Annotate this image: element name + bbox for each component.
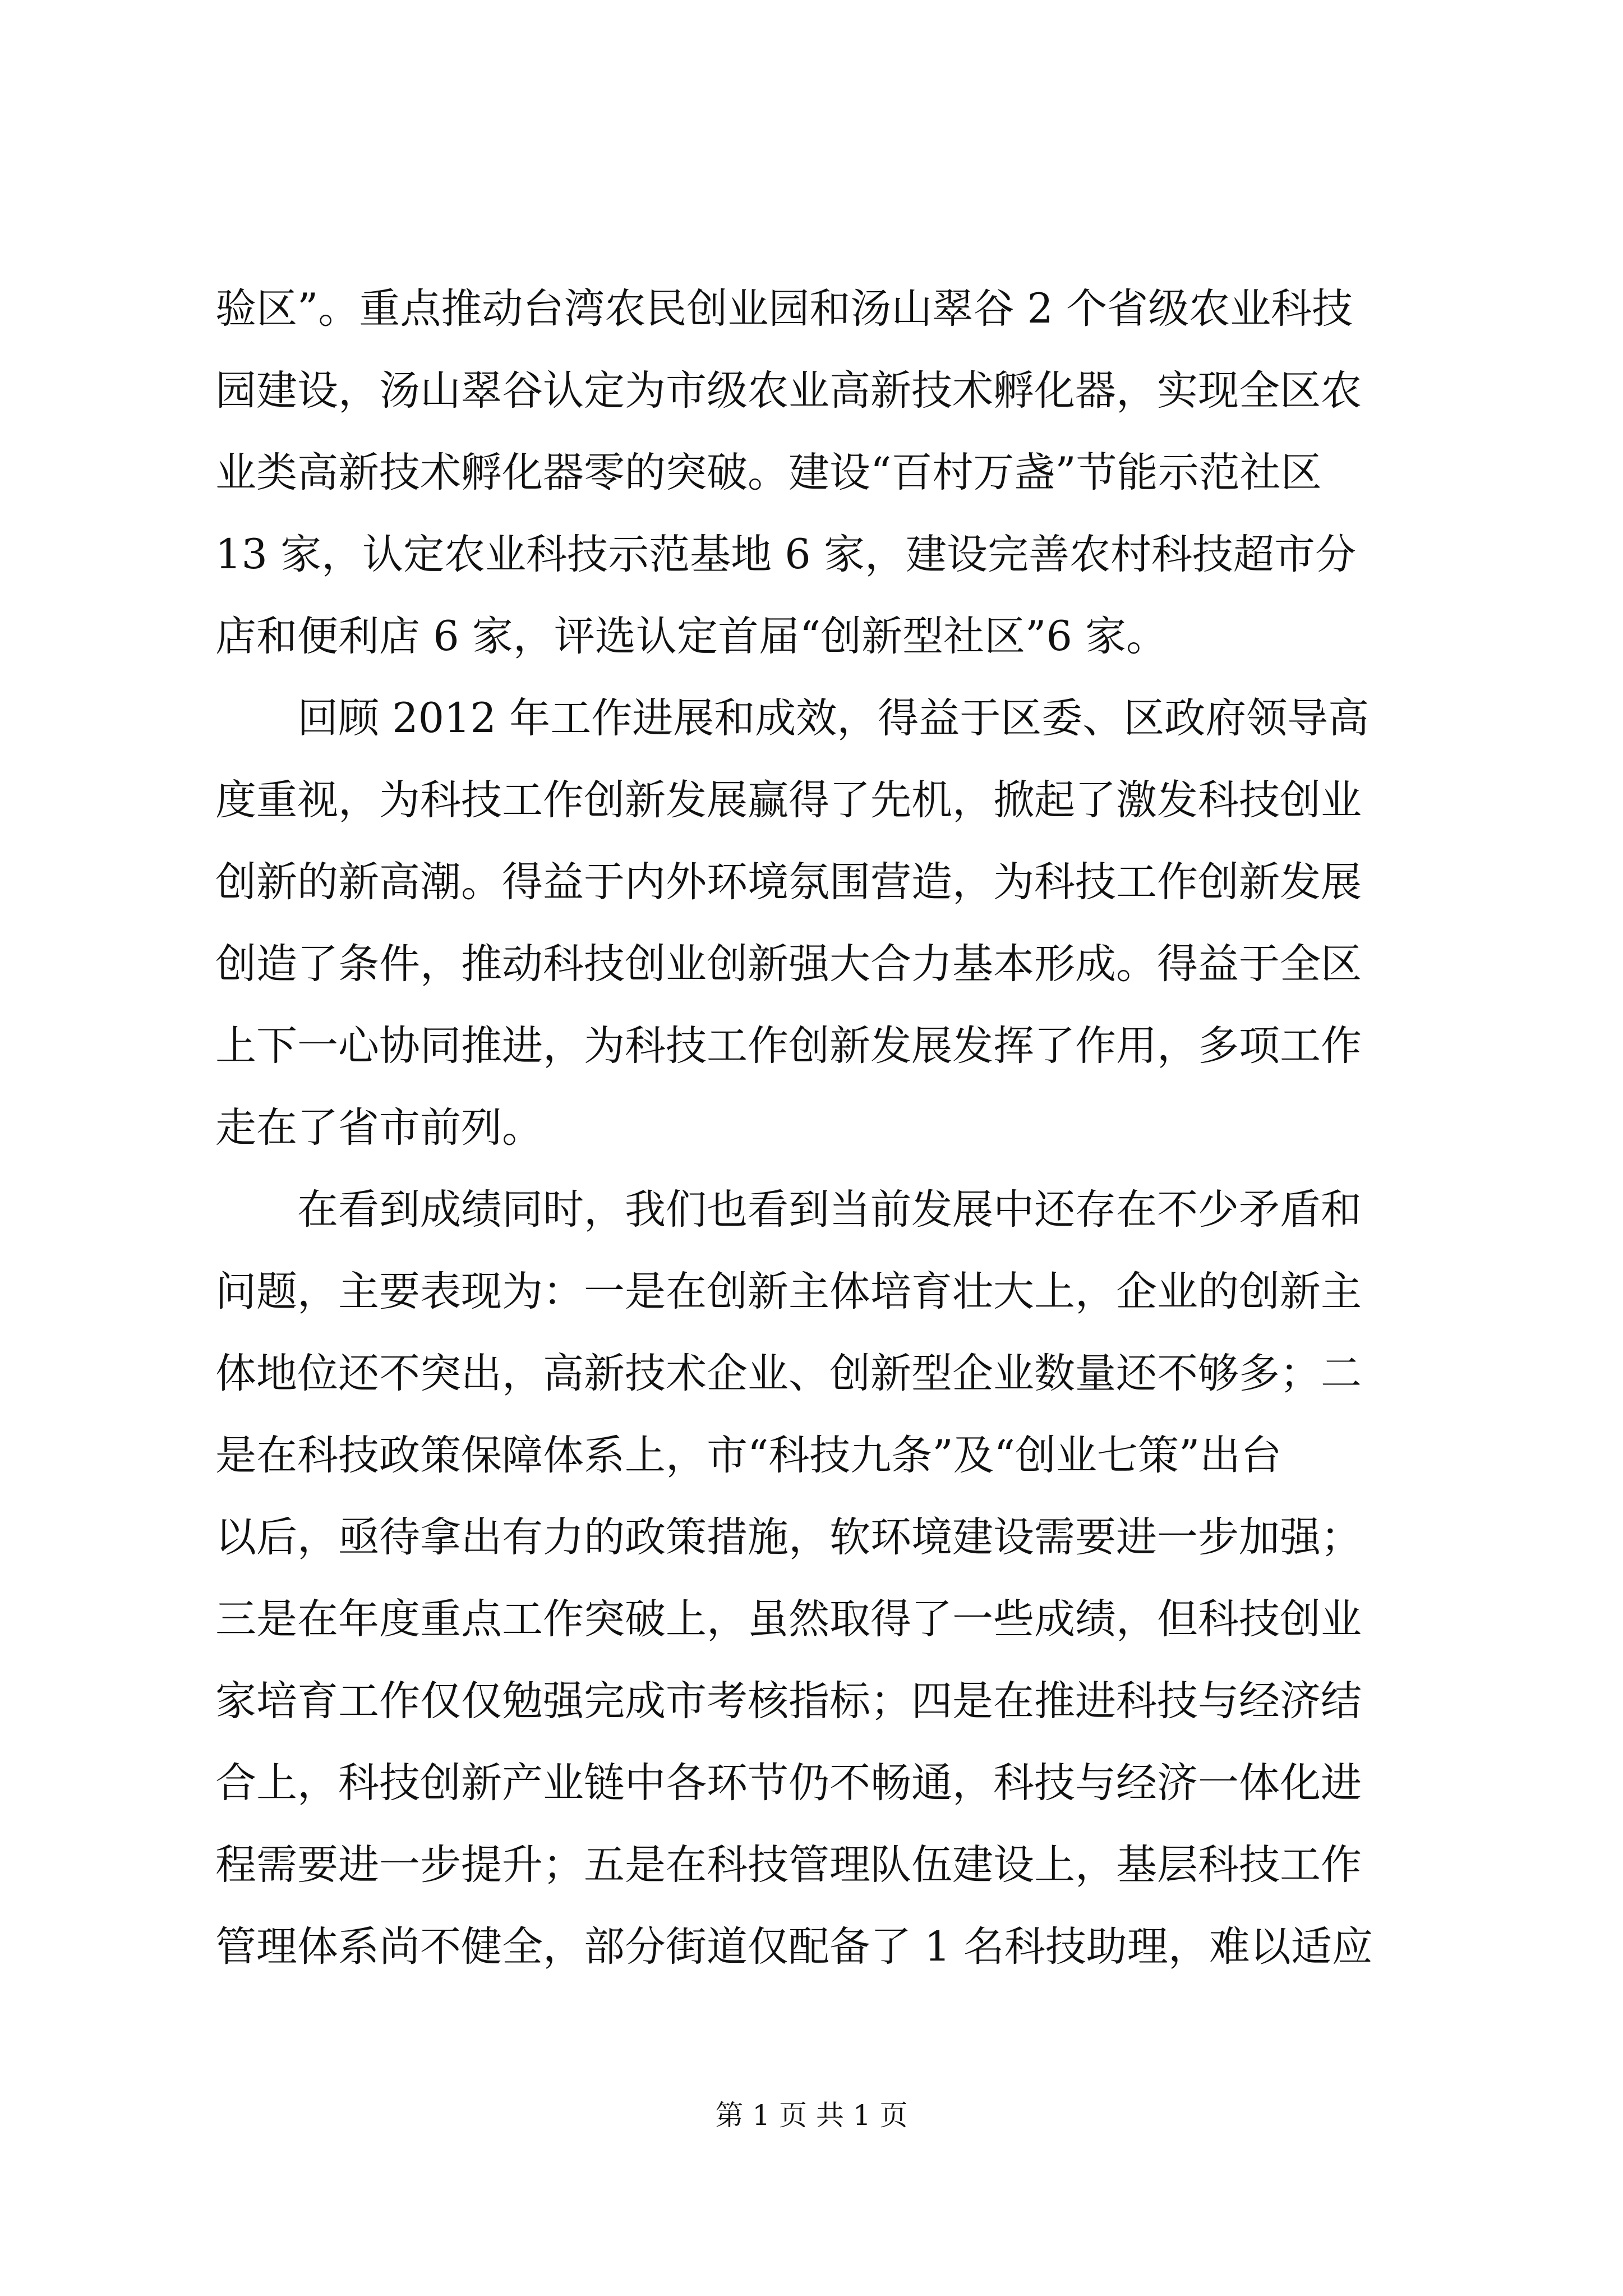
page-footer: 第 1 页 共 1 页	[715, 2099, 908, 2132]
text-line: 业类高新技术孵化器零的突破。建设“百村万盏”节能示范社区	[215, 449, 1322, 496]
text-line: 园建设，汤山翠谷认定为市级农业高新技术孵化器，实现全区农	[215, 367, 1362, 415]
text-line: 创造了条件，推动科技创业创新强大合力基本形成。得益于全区	[215, 940, 1362, 988]
text-line: 以后，亟待拿出有力的政策措施，软环境建设需要进一步加强；	[215, 1513, 1362, 1561]
text-line: 家培育工作仅仅勉强完成市考核指标；四是在推进科技与经济结	[215, 1677, 1362, 1725]
text-line: 体地位还不突出，高新技术企业、创新型企业数量还不够多；二	[215, 1350, 1362, 1397]
text-line: 问题，主要表现为：一是在创新主体培育壮大上，企业的创新主	[215, 1268, 1362, 1315]
text-line: 创新的新高潮。得益于内外环境氛围营造，为科技工作创新发展	[215, 858, 1362, 906]
text-line: 回顾 2012 年工作进展和成效，得益于区委、区政府领导高	[215, 694, 1370, 742]
text-line: 上下一心协同推进，为科技工作创新发展发挥了作用，多项工作	[215, 1022, 1362, 1070]
text-line: 13 家，认定农业科技示范基地 6 家，建设完善农村科技超市分	[215, 531, 1356, 578]
text-line: 管理体系尚不健全，部分街道仅配备了 1 名科技助理，难以适应	[215, 1923, 1373, 1971]
text-line: 店和便利店 6 家，评选认定首届“创新型社区”6 家。	[215, 613, 1168, 660]
text-line: 验区”。重点推动台湾农民创业园和汤山翠谷 2 个省级农业科技	[215, 285, 1353, 333]
text-line: 三是在年度重点工作突破上，虽然取得了一些成绩，但科技创业	[215, 1595, 1362, 1643]
text-line: 程需要进一步提升；五是在科技管理队伍建设上，基层科技工作	[215, 1841, 1362, 1889]
text-line: 在看到成绩同时，我们也看到当前发展中还存在不少矛盾和	[215, 1186, 1362, 1234]
text-line: 走在了省市前列。	[215, 1104, 543, 1152]
body-text	[215, 268, 1421, 1988]
text-line: 度重视，为科技工作创新发展赢得了先机，掀起了激发科技创业	[215, 776, 1362, 824]
text-line: 合上，科技创新产业链中各环节仍不畅通，科技与经济一体化进	[215, 1759, 1362, 1807]
text-line: 是在科技政策保障体系上，市“科技九条”及“创业七策”出台	[215, 1432, 1282, 1479]
